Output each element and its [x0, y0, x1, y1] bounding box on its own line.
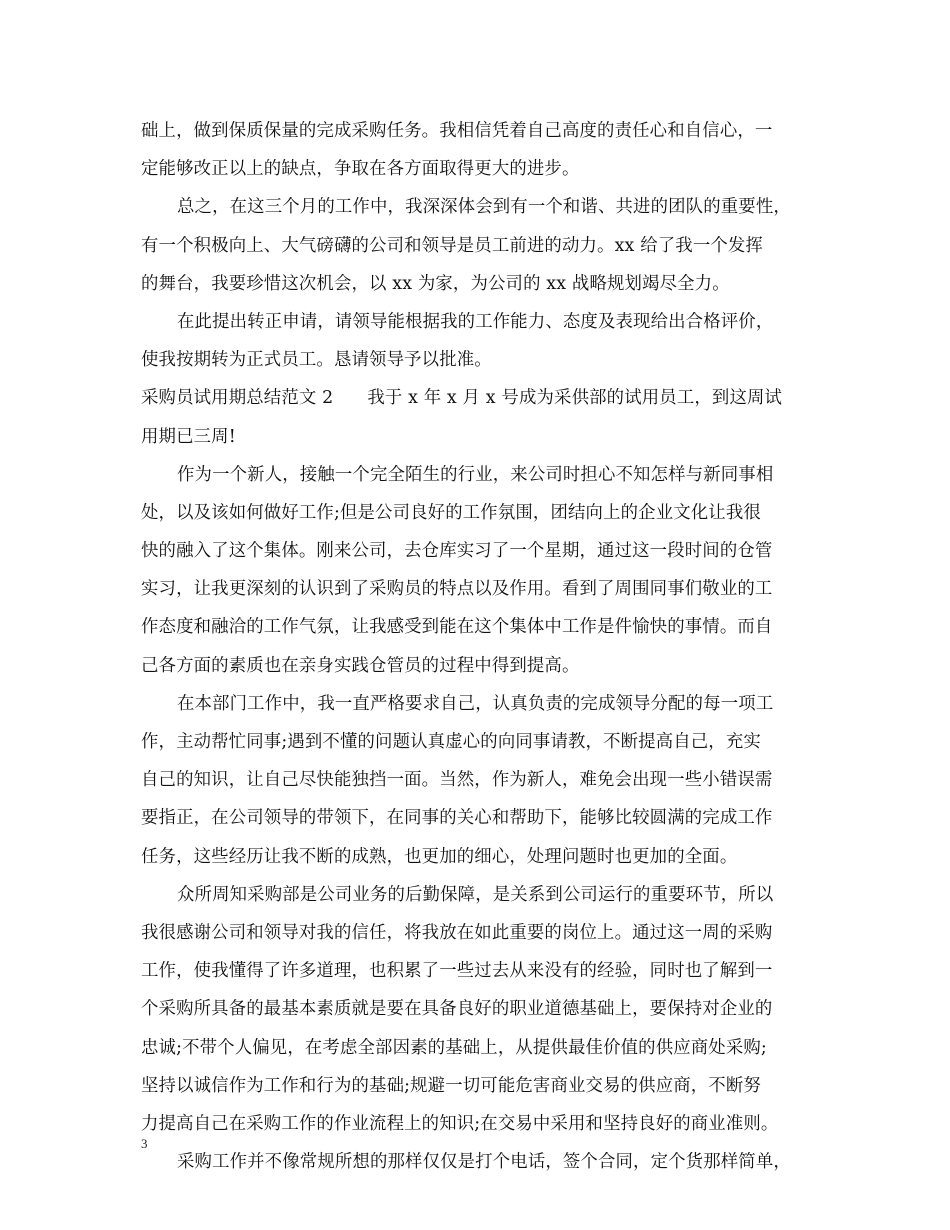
document-body: [141, 112, 821, 1181]
text-line: 作态度和融洽的工作气氛，让我感受到能在这个集体中工作是件愉快的事情。而自: [141, 617, 773, 638]
text-line: 作，主动帮忙同事;遇到不懂的问题认真虚心的向同事请教，不断提高自己，充实: [141, 732, 761, 752]
text-line: 总之，在这三个月的工作中，我深深体会到有一个和谐、共进的团队的重要性，: [177, 197, 791, 218]
text-line: 力提高自己在采购工作的作业流程上的知识;在交易中采用和坚持良好的商业准则。: [141, 1113, 779, 1134]
text-line: 用期已三周!: [141, 426, 236, 447]
text-line: 己各方面的素质也在亲身实践仓管员的过程中得到提高。: [141, 655, 580, 676]
text-line: 工作，使我懂得了许多道理，也积累了一些过去从来没有的经验，同时也了解到一: [141, 961, 773, 982]
section-heading-paragraph: [141, 379, 821, 455]
text-line: 实习，让我更深刻的认识到了采购员的特点以及作用。看到了周围同事们敬业的工: [141, 579, 773, 600]
text-line: 础上，做到保质保量的完成采购任务。我相信凭着自己高度的责任心和自信心，一: [141, 121, 773, 141]
heading-line: [141, 379, 821, 417]
text-line: 定能够改正以上的缺点，争取在各方面取得更大的进步。: [141, 159, 580, 180]
text-line: 有一个积极向上、大气磅礴的公司和领导是员工前进的动力。xx 给了我一个发挥: [141, 235, 763, 256]
paragraph: [141, 456, 821, 685]
text-line: 任务，这些经历让我不断的成熟，也更加的细心，处理问题时也更加的全面。: [141, 846, 738, 867]
text-line: 处，以及该如何做好工作;但是公司良好的工作氛围，团结向上的企业文化让我很: [141, 502, 761, 523]
section-heading: 采购员试用期总结范文 2: [141, 388, 334, 409]
text-line: 的舞台，我要珍惜这次机会，以 xx 为家，为公司的 xx 战略规划竭尽全力。: [141, 273, 730, 294]
text-line: 众所周知采购部是公司业务的后勤保障，是关系到公司运行的重要环节，所以: [177, 884, 774, 905]
text-line: 在此提出转正申请，请领导能根据我的工作能力、态度及表现给出合格评价，: [177, 311, 774, 332]
text-line: 自己的知识，让自己尽快能独挡一面。当然，作为新人，难免会出现一些小错误需: [141, 770, 773, 791]
paragraph: [141, 685, 821, 876]
text-line: 我很感谢公司和领导对我的信任，将我放在如此重要的岗位上。通过这一周的采购: [141, 922, 773, 943]
paragraph: [141, 112, 821, 188]
text-line: 坚持以诚信作为工作和行为的基础;规避一切可能危害商业交易的供应商，不断努: [141, 1075, 761, 1096]
paragraph: [141, 876, 821, 1143]
text-line: 忠诚;不带个人偏见，在考虑全部因素的基础上，从提供最佳价值的供应商处采购;: [141, 1037, 767, 1058]
text-line: 使我按期转为正式员工。恳请领导予以批准。: [141, 350, 492, 371]
text-line: 快的融入了这个集体。刚来公司，去仓库实习了一个星期，通过这一段时间的仓管: [141, 541, 773, 562]
text-line: 作为一个新人，接触一个完全陌生的行业，来公司时担心不知怎样与新同事相: [177, 464, 774, 485]
text-line: 在本部门工作中，我一直严格要求自己，认真负责的完成领导分配的每一项工: [177, 693, 774, 714]
page-number: 3: [141, 1136, 148, 1151]
paragraph: [141, 1143, 821, 1181]
paragraph: [141, 303, 821, 379]
heading-continuation: 我于 x 年 x 月 x 号成为采供部的试用员工，到这周试: [367, 388, 783, 409]
paragraph: [141, 188, 821, 303]
text-line: 采购工作并不像常规所想的那样仅仅是打个电话，签个合同，定个货那样简单，: [177, 1152, 791, 1173]
text-line: 要指正，在公司领导的带领下，在同事的关心和帮助下，能够比较圆满的完成工作: [141, 808, 773, 829]
text-line: 个采购所具备的最基本素质就是要在具备良好的职业道德基础上，要保持对企业的: [141, 999, 773, 1020]
